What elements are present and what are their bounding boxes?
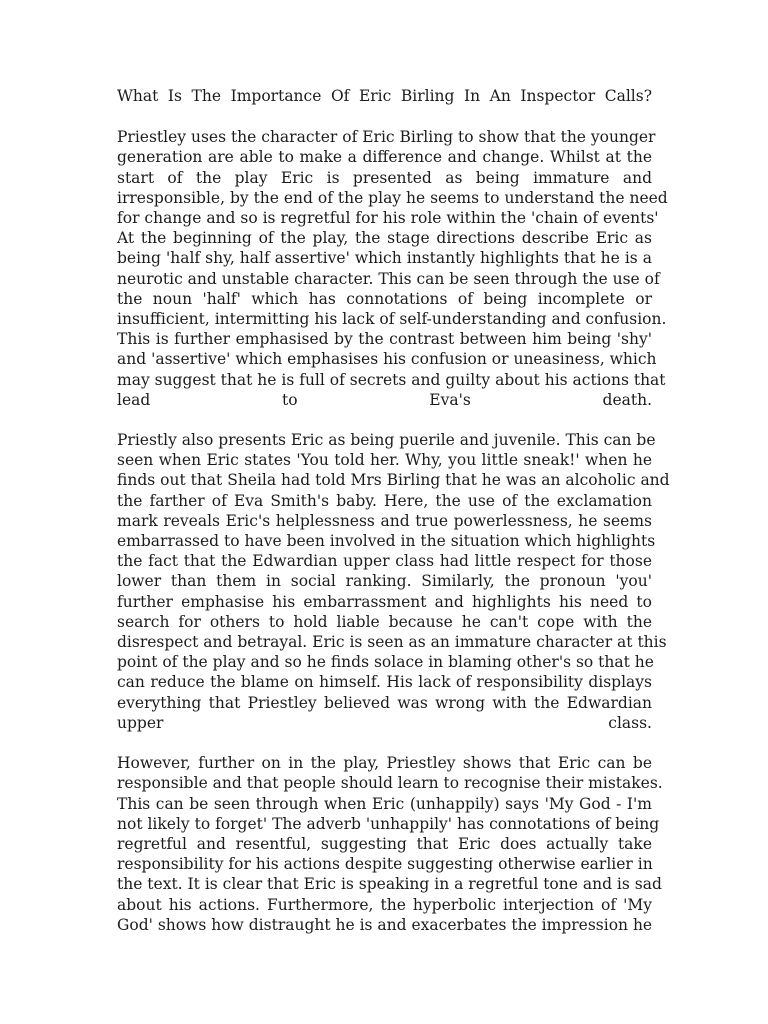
text-line: and 'assertive' which emphasises his confusion or uneasiness, which <box>117 350 657 369</box>
text-line: Priestly also presents Eric as being puerile and juvenile. This can be <box>117 431 656 450</box>
text-line: lower than them in social ranking. Similarly, the pronoun 'you' <box>117 572 652 591</box>
text-line: God' shows how distraught he is and exacerbates the impression he <box>117 915 653 934</box>
text-line: generation are able to make a difference and change. Whilst at the <box>117 148 652 167</box>
text-line: responsibility for his actions despite suggesting otherwise earlier in <box>117 855 653 874</box>
text-line: further emphasise his embarrassment and highlights his need to <box>117 592 652 611</box>
paragraph-1 <box>117 127 668 410</box>
text-line: about his actions. Furthermore, the hyperbolic interjection of 'My <box>117 895 652 914</box>
text-line: the farther of Eva Smith's baby. Here, the use of the exclamation <box>117 491 652 510</box>
paragraph-2 <box>117 430 670 733</box>
text-line: being 'half shy, half assertive' which instantly highlights that he is a <box>117 249 652 268</box>
text-line: This can be seen through when Eric (unhappily) says 'My God - I'm <box>117 794 652 813</box>
text-line: regretful and resentful, suggesting that Eric does actually take <box>117 834 652 853</box>
text-line: responsible and that people should learn to recognise their mistakes. <box>117 774 663 793</box>
text-line: point of the play and so he finds solace in blaming other's so that he <box>117 653 654 672</box>
document-page <box>117 86 670 955</box>
text-line: the noun 'half' which has connotations of being incomplete or <box>117 289 652 308</box>
paragraph-3 <box>117 753 663 935</box>
text-line: Priestley uses the character of Eric Birling to show that the younger <box>117 128 656 147</box>
text-line: the fact that the Edwardian upper class had little respect for those <box>117 552 652 571</box>
text-line: disrespect and betrayal. Eric is seen as an immature character at this <box>117 633 667 652</box>
text-line: insufficient, intermitting his lack of self-understanding and confusion. <box>117 310 667 329</box>
text-line: search for others to hold liable because he can't cope with the <box>117 612 652 631</box>
text-line: can reduce the blame on himself. His lack of responsibility displays <box>117 673 652 692</box>
text-line: irresponsible, by the end of the play he seems to understand the need <box>117 188 668 207</box>
text-line: lead to Eva's death. <box>117 390 652 409</box>
document-title: What Is The Importance Of Eric Birling In An Inspector Calls? <box>117 87 652 105</box>
text-line: upper class. <box>117 713 652 732</box>
text-line: However, further on in the play, Priestley shows that Eric can be <box>117 754 652 773</box>
text-line: for change and so is regretful for his role within the 'chain of events' <box>117 209 659 228</box>
text-line: This is further emphasised by the contrast between him being 'shy' <box>117 330 652 349</box>
text-line: the text. It is clear that Eric is speaking in a regretful tone and is sad <box>117 875 662 894</box>
text-line: seen when Eric states 'You told her. Why, you little sneak!' when he <box>117 451 652 470</box>
text-line: everything that Priestley believed was wrong with the Edwardian <box>117 693 652 712</box>
text-line: may suggest that he is full of secrets and guilty about his actions that <box>117 370 666 389</box>
text-line: start of the play Eric is presented as being immature and <box>117 168 652 187</box>
text-line: finds out that Sheila had told Mrs Birling that he was an alcoholic and <box>117 471 670 490</box>
text-line: neurotic and unstable character. This can be seen through the use of <box>117 269 660 288</box>
text-line: mark reveals Eric's helplessness and true powerlessness, he seems <box>117 511 652 530</box>
text-line: At the beginning of the play, the stage directions describe Eric as <box>117 229 652 248</box>
text-line: embarrassed to have been involved in the situation which highlights <box>117 532 656 551</box>
text-line: not likely to forget' The adverb 'unhappily' has connotations of being <box>117 814 660 833</box>
